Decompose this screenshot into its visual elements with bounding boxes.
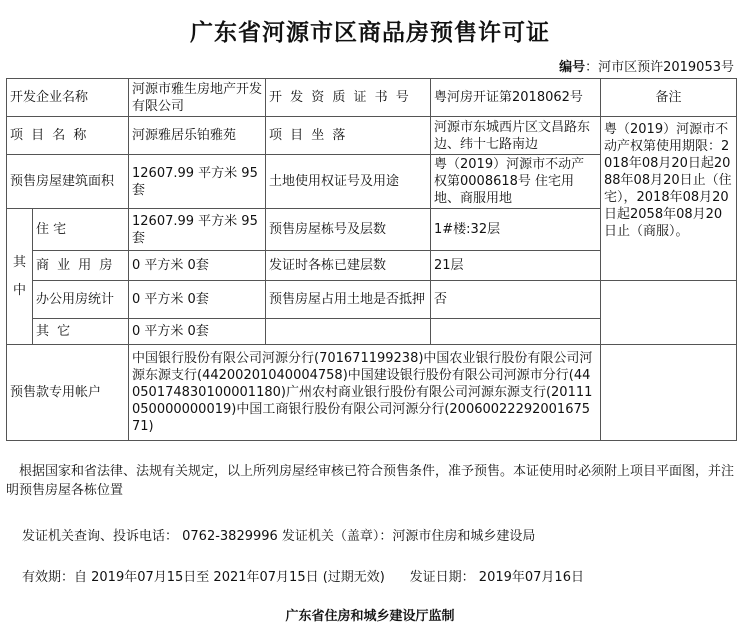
mortgage-value: 否 <box>431 281 601 319</box>
supervisor-footer: 广东省住房和城乡建设厅监制 <box>285 609 455 624</box>
project-name-label: 项 目 名 称 <box>7 117 129 155</box>
location-value: 河源市东城西片区文昌路东边、纬十七路南边 <box>431 117 601 155</box>
account-label: 预售款专用帐户 <box>7 345 129 441</box>
location-label: 项 目 坐 落 <box>266 117 431 155</box>
mortgage-label: 预售房屋占用土地是否抵押 <box>266 281 431 319</box>
table-row <box>7 319 737 345</box>
developer-label: 开发企业名称 <box>7 79 129 117</box>
certificate-number-value: ：河市区预许2019053号 <box>585 60 734 75</box>
presale-area-value: 12607.99 平方米 95套 <box>129 155 266 209</box>
table-row <box>7 281 737 319</box>
residential-label: 住 宅 <box>33 209 129 251</box>
validity-line: 有效期：自 2019年07月15日至 2021年07月15日 (过期无效) 发证日期： 2019年07月16日 <box>22 570 584 585</box>
building-label: 预售房屋栋号及层数 <box>266 209 431 251</box>
table-row <box>7 117 737 155</box>
land-cert-value: 粤（2019）河源市不动产权第0008618号 住宅用地、商服用地 <box>431 155 601 209</box>
built-floors-label: 发证时各栋已建层数 <box>266 251 431 281</box>
remarks-label: 备注 <box>601 79 737 117</box>
contact-line: 发证机关查询、投诉电话： 0762-3829996 发证机关（盖章）：河源市住房和城乡建设局 <box>22 529 536 544</box>
office-value: 0 平方米 0套 <box>129 281 266 319</box>
commercial-label: 商 业 用 房 <box>33 251 129 281</box>
other-label: 其 它 <box>33 319 129 345</box>
project-name-value: 河源雅居乐铂雅苑 <box>129 117 266 155</box>
account-remarks-blank <box>601 345 737 441</box>
building-value: 1#楼:32层 <box>431 209 601 251</box>
office-label: 办公用房统计 <box>33 281 129 319</box>
residential-value: 12607.99 平方米 95套 <box>129 209 266 251</box>
qualification-label: 开 发 资 质 证 书 号 <box>266 79 431 117</box>
remarks-value: 粤（2019）河源市不动产权第使用期限：2018年08月20日起2088年08月20日止（住宅），2018年08月20日起2058年08月20日止（商服）。 <box>601 117 737 281</box>
page-title: 广东省河源市区商品房预售许可证 <box>190 20 550 46</box>
built-floors-value: 21层 <box>431 251 601 281</box>
table-row <box>7 345 737 441</box>
presale-area-label: 预售房屋建筑面积 <box>7 155 129 209</box>
blank-cell <box>266 319 431 345</box>
blank-cell <box>431 319 601 345</box>
qualification-value: 粤河房开证第2018062号 <box>431 79 601 117</box>
certificate-number-label: 编号 <box>559 60 586 75</box>
certificate-number <box>559 56 734 75</box>
developer-value: 河源市雅生房地产开发有限公司 <box>129 79 266 117</box>
commercial-value: 0 平方米 0套 <box>129 251 266 281</box>
approval-statement: 根据国家和省法律、法规有关规定，以上所列房屋经审核已符合预售条件，准予预售。本证使用时必须附上项目平面图，并注明预售房屋各栋位置 <box>6 464 735 498</box>
qizhong-char-1: 其 <box>12 254 26 270</box>
other-value: 0 平方米 0套 <box>129 319 266 345</box>
permit-table <box>6 78 737 441</box>
qizhong-label <box>7 209 33 345</box>
account-value: 中国银行股份有限公司河源分行(701671199238)中国农业银行股份有限公司河源东源支行(44200201040004758)中国建设银行股份有限公司河源市分行(44050174830100001180)广州农村商业银行股份有限公司河源东源支行(20111050000000019)中国工商银行股份有限公司河源分行(2006002229200167571) <box>129 345 601 441</box>
land-cert-label: 土地使用权证号及用途 <box>266 155 431 209</box>
qizhong-char-2: 中 <box>12 282 26 298</box>
table-row <box>7 79 737 117</box>
